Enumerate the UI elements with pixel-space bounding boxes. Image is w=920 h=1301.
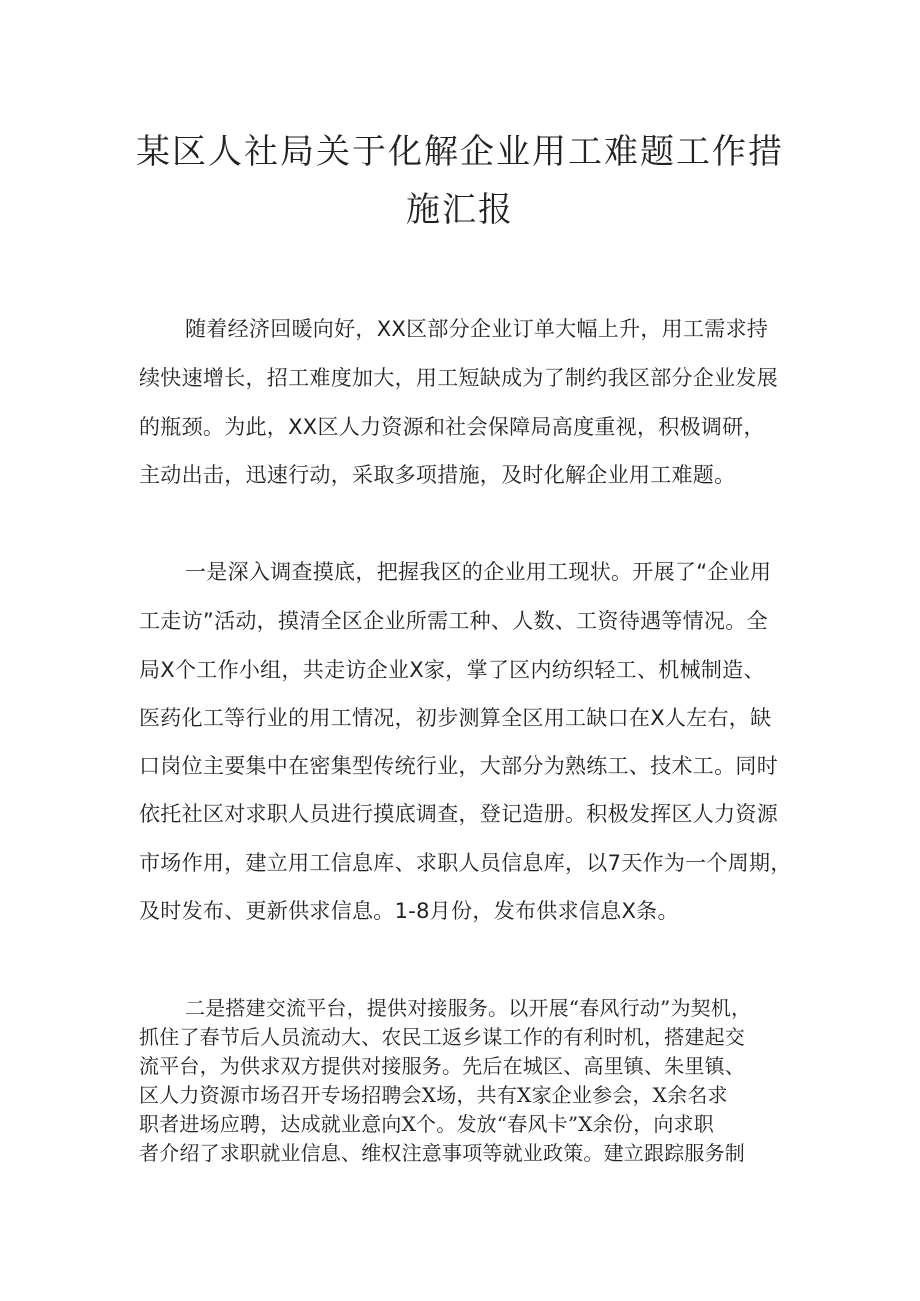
paragraph-line: 市场作用，建立用工信息库、求职人员信息库，以7天作为一个周期， (139, 851, 792, 875)
paragraph-line: 口岗位主要集中在密集型传统行业，大部分为熟练工、技术工。同时 (139, 754, 778, 778)
paragraph-line: 工走访”活动，摸清全区企业所需工种、人数、工资待遇等情况。全 (139, 609, 768, 633)
document-title-line-1: 某区人社局关于化解企业用工难题工作措 (136, 132, 784, 172)
paragraph-line: 续快速增长，招工难度加大，用工短缺成为了制约我区部分企业发展 (139, 366, 778, 390)
paragraph-line: 的瓶颈。为此，XX区人力资源和社会保障局高度重视，积极调研， (139, 415, 765, 439)
paragraph-line: 局X个工作小组，共走访企业X家，掌了区内纺织轻工、机械制造、 (139, 658, 765, 682)
paragraph-line: 职者进场应聘，达成就业意向X个。发放“春风卡”X余份，向求职 (139, 1112, 714, 1136)
paragraph-line: 区人力资源市场召开专场招聘会X场，共有X家企业参会，X余名求 (139, 1083, 728, 1107)
paragraph-line: 者介绍了求职就业信息、维权注意事项等就业政策。建立跟踪服务制 (139, 1141, 745, 1165)
paragraph-line: 一是深入调查摸底，把握我区的企业用工现状。开展了“企业用 (185, 560, 772, 584)
paragraph-line: 流平台，为供求双方提供对接服务。先后在城区、高里镇、朱里镇、 (139, 1054, 745, 1078)
paragraph-line: 二是搭建交流平台，提供对接服务。以开展“春风行动”为契机， (185, 996, 752, 1020)
paragraph-line: 主动出击，迅速行动，采取多项措施，及时化解企业用工难题。 (139, 463, 736, 487)
paragraph-line: 依托社区对求职人员进行摸底调查，登记造册。积极发挥区人力资源 (139, 802, 778, 826)
document-title-line-2: 施汇报 (406, 190, 514, 230)
paragraph-line: 随着经济回暖向好，XX区部分企业订单大幅上升，用工需求持 (185, 317, 769, 341)
paragraph-line: 及时发布、更新供求信息。1-8月份，发布供求信息X条。 (139, 899, 679, 923)
paragraph-line: 医药化工等行业的用工情况，初步测算全区用工缺口在X人左右，缺 (139, 706, 772, 730)
paragraph-line: 抓住了春节后人员流动大、农民工返乡谋工作的有利时机，搭建起交 (139, 1025, 745, 1049)
